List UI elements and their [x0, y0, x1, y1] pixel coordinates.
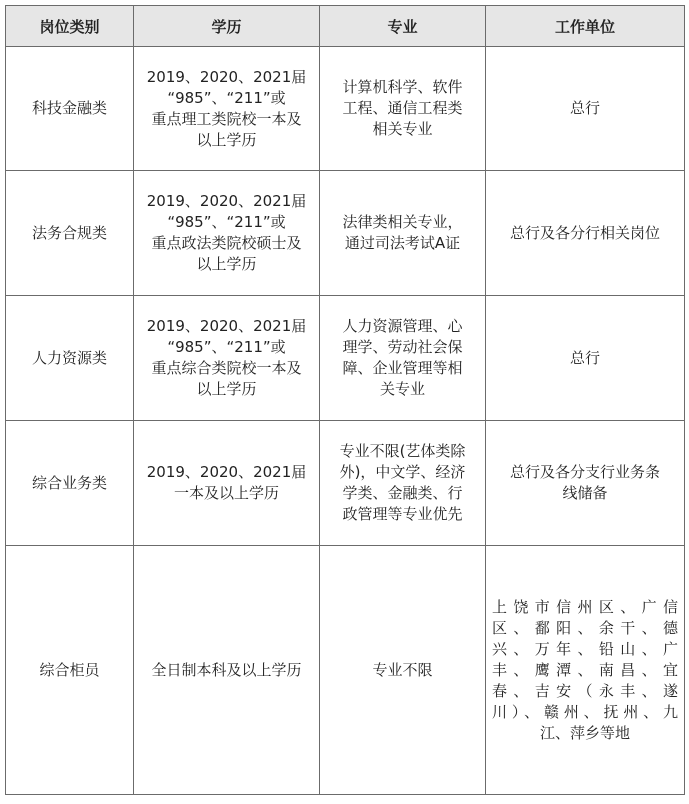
cell-line: 总行	[569, 348, 600, 367]
table-row	[6, 296, 685, 421]
cell-line: 政管理等专业优先	[342, 505, 463, 523]
cell-unit	[486, 296, 685, 421]
cell-category: 综合柜员	[6, 546, 134, 795]
header-education: 学历	[134, 6, 320, 47]
cell-line: 关专业	[379, 380, 425, 398]
table-row	[6, 171, 685, 296]
cell-line: “985”、“211”或	[167, 213, 286, 231]
cell-unit	[486, 47, 685, 171]
cell-category: 人力资源类	[6, 296, 134, 421]
cell-line: 学类、金融类、行	[342, 484, 463, 502]
cell-line: 外)，中文学、经济	[339, 463, 466, 481]
cell-line: 障、企业管理等相	[342, 359, 463, 377]
cell-line: “985”、“211”或	[167, 88, 286, 107]
cell-line: 计算机科学、软件	[342, 78, 463, 96]
cell-line: 全日制本科及以上学历	[151, 660, 302, 679]
cell-line: “985”、“211”或	[167, 338, 286, 356]
cell-line: 重点理工类院校一本及	[151, 109, 302, 128]
cell-line: 丰、鹰潭、南昌、宜	[492, 660, 678, 679]
cell-line: 人力资源管理、心	[342, 317, 463, 335]
header-category: 岗位类别	[6, 6, 134, 47]
cell-line: 总行	[569, 99, 600, 117]
cell-line: 总行及各分行相关岗位	[509, 223, 660, 242]
cell-category: 法务合规类	[6, 171, 134, 296]
cell-line: 以上学历	[196, 255, 257, 273]
cell-line: 川）、赣州、抚州、九	[492, 702, 678, 721]
cell-line: 春、吉安（永丰、遂	[492, 681, 678, 700]
cell-education	[134, 171, 320, 296]
cell-line: 理学、劳动社会保	[342, 338, 463, 356]
header-unit: 工作单位	[486, 6, 685, 47]
cell-category: 科技金融类	[6, 47, 134, 171]
cell-line: 相关专业	[372, 120, 433, 138]
cell-major	[320, 546, 486, 795]
cell-line: 以上学历	[196, 380, 257, 398]
cell-unit	[486, 171, 685, 296]
cell-major	[320, 47, 486, 171]
cell-line: 2019、2020、2021届	[146, 317, 307, 335]
cell-line: 兴、万年、铅山、广	[492, 639, 678, 658]
cell-line: 以上学历	[196, 130, 257, 149]
cell-education	[134, 296, 320, 421]
cell-line: 上饶市信州区、广信	[492, 597, 678, 616]
cell-unit	[486, 546, 685, 795]
cell-line: 重点综合类院校一本及	[151, 359, 302, 377]
cell-line: 2019、2020、2021届	[146, 192, 307, 210]
recruitment-table	[5, 5, 685, 795]
cell-line: 江、萍乡等地	[539, 723, 630, 742]
cell-line: 线储备	[562, 484, 608, 502]
table-row	[6, 47, 685, 171]
cell-major	[320, 171, 486, 296]
cell-line: 2019、2020、2021届	[146, 463, 307, 481]
cell-major	[320, 296, 486, 421]
cell-line: 区、鄱阳、余干、德	[492, 618, 678, 637]
header-major: 专业	[320, 6, 486, 47]
cell-education	[134, 546, 320, 795]
cell-line: 法律类相关专业，	[342, 213, 463, 231]
cell-line: 总行及各分支行业务条	[509, 463, 660, 481]
cell-line: 通过司法考试A证	[344, 234, 461, 252]
cell-education	[134, 47, 320, 171]
table-header-row	[6, 6, 685, 47]
cell-line: 重点政法类院校硕士及	[151, 234, 302, 252]
cell-line: 专业不限	[372, 660, 433, 679]
cell-unit	[486, 421, 685, 546]
cell-line: 一本及以上学历	[173, 484, 279, 502]
cell-education	[134, 421, 320, 546]
cell-line: 专业不限(艺体类除	[339, 442, 466, 460]
cell-category: 综合业务类	[6, 421, 134, 546]
table-row	[6, 421, 685, 546]
cell-line: 工程、通信工程类	[342, 99, 463, 117]
table-row	[6, 546, 685, 795]
cell-major	[320, 421, 486, 546]
cell-line: 2019、2020、2021届	[146, 67, 307, 86]
